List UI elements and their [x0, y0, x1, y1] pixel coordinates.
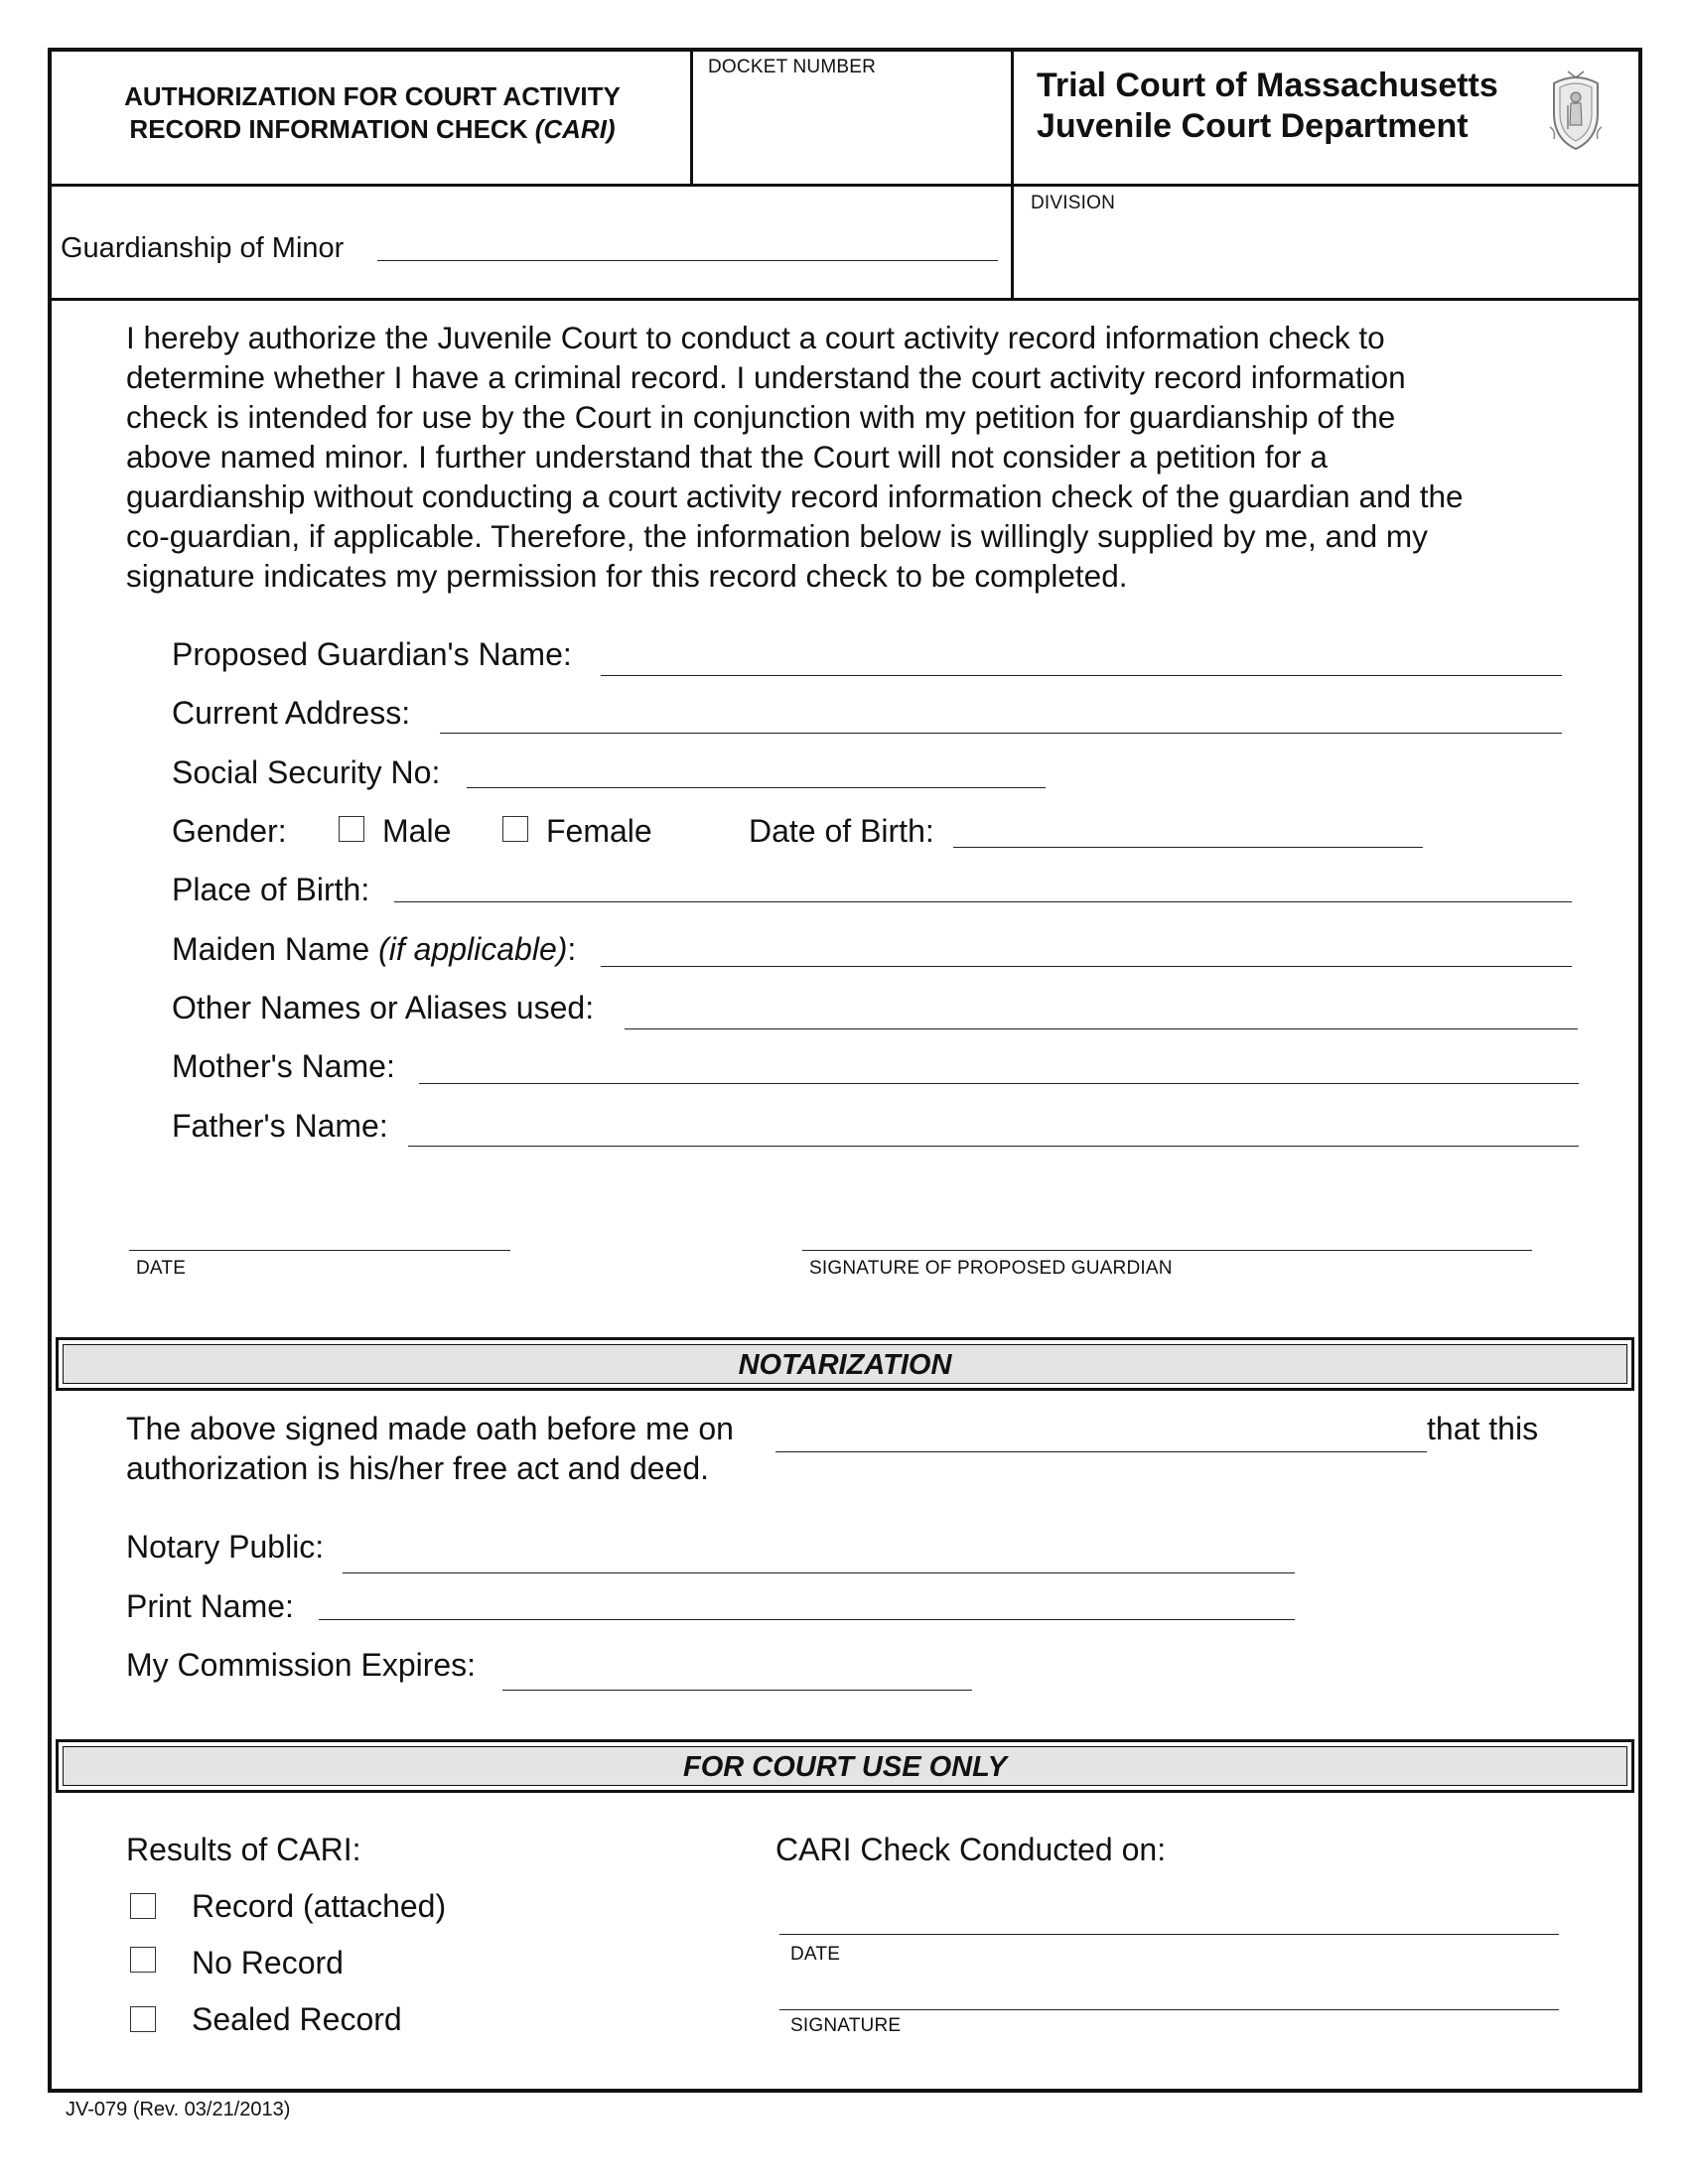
male-label: Male: [382, 813, 452, 849]
maiden-name-label: Maiden Name (if applicable):: [172, 931, 577, 967]
female-checkbox[interactable]: [502, 816, 528, 842]
current-address-label: Current Address:: [172, 695, 411, 731]
cari-date-field[interactable]: [779, 1934, 1559, 1935]
guardianship-minor-field[interactable]: [377, 260, 998, 261]
form-title-line1: AUTHORIZATION FOR COURT ACTIVITY: [124, 81, 621, 111]
docket-number-label: DOCKET NUMBER: [708, 57, 877, 77]
form-title: [70, 80, 675, 146]
mothers-name-label: Mother's Name:: [172, 1048, 395, 1084]
paragraph-line: signature indicates my permission for this record check to be completed.: [126, 558, 1128, 594]
print-name-label: Print Name:: [126, 1588, 294, 1624]
notarization-band: [56, 1337, 1634, 1391]
no-record-checkbox[interactable]: [130, 1947, 156, 1973]
date-signature-line[interactable]: [129, 1250, 510, 1251]
proposed-guardian-name-field[interactable]: [601, 675, 1562, 676]
current-address-field[interactable]: [440, 733, 1562, 734]
court-name-line1: Trial Court of Massachusetts: [1037, 67, 1498, 104]
notary-public-label: Notary Public:: [126, 1529, 325, 1565]
gender-label: Gender:: [172, 813, 287, 849]
oath-prefix: The above signed made oath before me on: [126, 1411, 734, 1446]
fathers-name-label: Father's Name:: [172, 1108, 388, 1144]
cari-signature-caption: SIGNATURE: [790, 2015, 902, 2036]
place-of-birth-field[interactable]: [394, 901, 1572, 902]
other-names-label: Other Names or Aliases used:: [172, 990, 595, 1025]
cari-date-caption: DATE: [790, 1944, 841, 1965]
female-label: Female: [546, 813, 652, 849]
ssn-label: Social Security No:: [172, 754, 441, 790]
commission-expires-field[interactable]: [502, 1690, 972, 1691]
mothers-name-field[interactable]: [419, 1083, 1579, 1084]
paragraph-line: determine whether I have a criminal record. I understand the court activity record information: [126, 359, 1406, 395]
guardianship-label: Guardianship of Minor: [61, 232, 345, 264]
guardian-signature-line[interactable]: [802, 1250, 1532, 1251]
header-divider: [50, 184, 1640, 187]
dob-label: Date of Birth:: [749, 813, 934, 849]
title-docket-divider: [690, 50, 693, 186]
fathers-name-field[interactable]: [408, 1146, 1579, 1147]
sealed-record-checkbox[interactable]: [130, 2006, 156, 2032]
commission-expires-label: My Commission Expires:: [126, 1647, 477, 1683]
guardian-signature-caption: SIGNATURE OF PROPOSED GUARDIAN: [809, 1258, 1173, 1279]
sealed-record-label: Sealed Record: [192, 2001, 402, 2037]
place-of-birth-label: Place of Birth:: [172, 872, 370, 907]
division-label: DIVISION: [1031, 193, 1116, 213]
form-title-abbr: (CARI): [534, 114, 616, 144]
notarization-title: NOTARIZATION: [63, 1344, 1627, 1384]
paragraph-line: co-guardian, if applicable. Therefore, the information below is willingly supplied by me, and my: [126, 518, 1428, 554]
proposed-guardian-name-label: Proposed Guardian's Name:: [172, 636, 572, 672]
cari-conducted-label: CARI Check Conducted on:: [775, 1832, 1167, 1867]
dob-field[interactable]: [953, 847, 1423, 848]
massachusetts-seal-icon: [1544, 69, 1608, 153]
oath-date-field[interactable]: [775, 1451, 1427, 1452]
form-number: JV-079 (Rev. 03/21/2013): [66, 2099, 291, 2120]
court-use-title: FOR COURT USE ONLY: [63, 1746, 1627, 1786]
print-name-field[interactable]: [319, 1619, 1295, 1620]
guardianship-divider: [50, 298, 1640, 301]
paragraph-line: guardianship without conducting a court activity record information check of the guardian and the: [126, 478, 1464, 514]
paragraph-line: I hereby authorize the Juvenile Court to conduct a court activity record information check to: [126, 320, 1385, 355]
authorization-paragraph: [126, 318, 1596, 596]
ssn-field[interactable]: [467, 787, 1046, 788]
notary-public-field[interactable]: [343, 1572, 1295, 1573]
record-attached-checkbox[interactable]: [130, 1893, 156, 1919]
court-name: [1037, 66, 1498, 147]
cari-signature-field[interactable]: [779, 2009, 1559, 2010]
oath-line2: authorization is his/her free act and deed.: [126, 1450, 710, 1486]
docket-court-divider: [1011, 50, 1014, 300]
maiden-name-note: (if applicable): [378, 931, 568, 967]
division-field[interactable]: [1018, 218, 1633, 293]
paragraph-line: above named minor. I further understand that the Court will not consider a petition for a: [126, 439, 1328, 475]
maiden-name-field[interactable]: [601, 966, 1572, 967]
other-names-field[interactable]: [625, 1028, 1578, 1029]
docket-number-field[interactable]: [695, 84, 1005, 179]
court-name-line2: Juvenile Court Department: [1037, 107, 1469, 145]
oath-suffix: that this: [1427, 1411, 1539, 1446]
record-attached-label: Record (attached): [192, 1888, 447, 1924]
form-title-line2: RECORD INFORMATION CHECK (CARI): [129, 114, 616, 144]
male-checkbox[interactable]: [339, 816, 364, 842]
no-record-label: No Record: [192, 1945, 344, 1980]
paragraph-line: check is intended for use by the Court in conjunction with my petition for guardianship of the: [126, 399, 1396, 435]
date-caption: DATE: [136, 1258, 187, 1279]
results-label: Results of CARI:: [126, 1832, 361, 1867]
court-use-band: [56, 1739, 1634, 1793]
